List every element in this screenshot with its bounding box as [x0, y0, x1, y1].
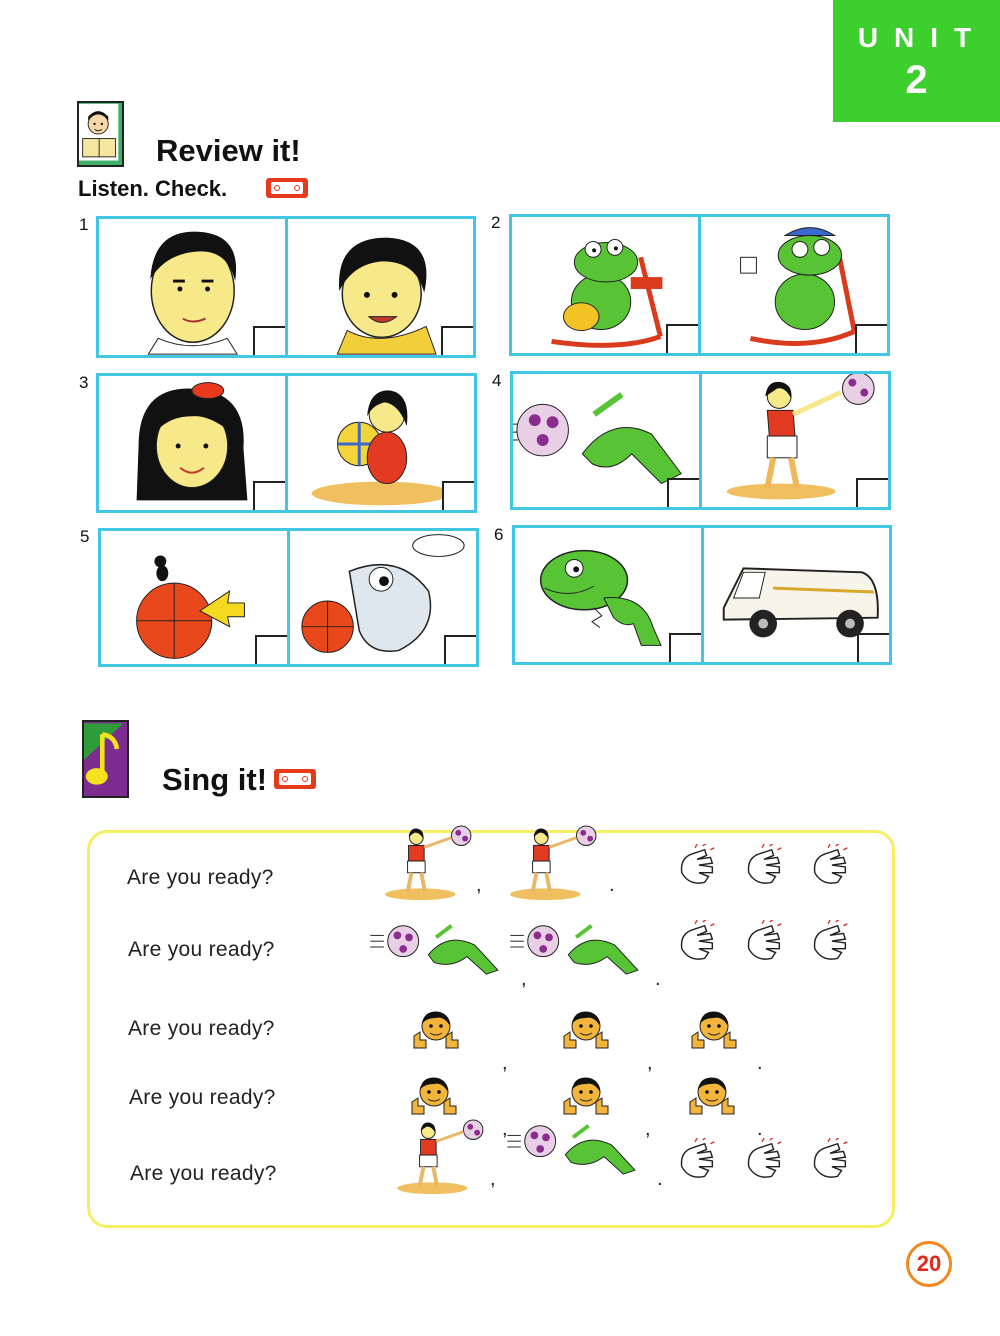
- song-punctuation: ,: [502, 1118, 508, 1140]
- frog-kicking-ball-picture: [505, 1118, 645, 1176]
- girl-throwing-ball-picture: [380, 824, 480, 902]
- girl-throwing-ball-picture: [699, 374, 888, 507]
- unit-badge: [833, 0, 1000, 122]
- song-punctuation: .: [757, 1118, 763, 1140]
- review-item-4: [510, 371, 891, 510]
- checkbox[interactable]: [666, 324, 698, 353]
- song-line: Are you ready?: [128, 1017, 275, 1040]
- thumbs-up-boy-picture: [688, 1008, 738, 1052]
- clapping-hands-icon: [742, 920, 788, 964]
- review-instructions: Listen. Check.: [78, 176, 228, 201]
- clapping-hands-icon: [675, 1138, 721, 1182]
- item-number: 4: [492, 371, 502, 390]
- thumbs-up-boy-picture: [686, 1074, 736, 1118]
- boy-reading-icon: [77, 101, 124, 167]
- boy-face-picture: [285, 219, 474, 355]
- clapping-hands-icon: [808, 920, 854, 964]
- frog-picture: [515, 528, 701, 662]
- song-punctuation: ,: [645, 1118, 651, 1140]
- checkbox[interactable]: [667, 478, 699, 507]
- thumbs-up-boy-picture: [410, 1008, 460, 1052]
- thumbs-up-boy-picture: [408, 1074, 458, 1118]
- checkbox[interactable]: [669, 633, 701, 662]
- clapping-hands-icon: [808, 844, 854, 888]
- checkbox[interactable]: [253, 326, 285, 355]
- music-note-icon: [82, 720, 129, 798]
- song-punctuation: ,: [502, 1052, 508, 1074]
- unit-label: UNIT: [857, 22, 988, 53]
- clapping-hands-icon: [742, 1138, 788, 1182]
- song-punctuation: .: [609, 874, 615, 896]
- song-line: Are you ready?: [127, 866, 274, 889]
- frog-kicking-ball-picture: [508, 918, 648, 976]
- frog-kicking-ball-picture: [513, 374, 699, 507]
- checkbox[interactable]: [856, 478, 888, 507]
- song-punctuation: ,: [490, 1168, 496, 1190]
- clapping-hands-icon: [742, 844, 788, 888]
- girl-with-beach-ball-picture: [285, 376, 474, 510]
- clapping-hands-icon: [675, 844, 721, 888]
- review-item-3: [96, 373, 477, 513]
- review-item-5: [98, 528, 479, 667]
- song-punctuation: ,: [476, 874, 482, 896]
- song-punctuation: .: [757, 1052, 763, 1074]
- girl-face-picture: [99, 376, 285, 510]
- song-line: Are you ready?: [129, 1086, 276, 1109]
- girl-throwing-ball-picture: [392, 1118, 492, 1196]
- page-number: 20: [906, 1241, 952, 1287]
- ant-on-basketball-picture: [101, 531, 287, 664]
- thumbs-up-boy-picture: [560, 1074, 610, 1118]
- item-number: 1: [79, 215, 89, 234]
- checkbox[interactable]: [442, 481, 474, 510]
- song-punctuation: .: [655, 968, 661, 990]
- song-line: Are you ready?: [128, 938, 275, 961]
- song-punctuation: .: [657, 1168, 663, 1190]
- item-number: 3: [79, 373, 89, 392]
- cassette-icon[interactable]: [266, 178, 308, 198]
- review-item-1: [96, 216, 476, 358]
- song-punctuation: ,: [647, 1052, 653, 1074]
- item-number: 2: [491, 213, 501, 232]
- man-face-picture: [99, 219, 285, 355]
- song-line: Are you ready?: [130, 1162, 277, 1185]
- item-number: 6: [494, 525, 504, 544]
- review-title: Review it!: [156, 133, 301, 168]
- cassette-icon[interactable]: [274, 769, 316, 789]
- thumbs-up-boy-picture: [560, 1008, 610, 1052]
- review-item-2: [509, 214, 890, 356]
- girl-throwing-ball-picture: [505, 824, 605, 902]
- checkbox[interactable]: [255, 635, 287, 664]
- song-punctuation: ,: [521, 968, 527, 990]
- van-picture: [701, 528, 890, 662]
- frog-drinking-in-rocking-chair-picture: [698, 217, 887, 353]
- checkbox[interactable]: [444, 635, 476, 664]
- clapping-hands-icon: [675, 920, 721, 964]
- frog-knitting-in-rocking-chair-picture: [512, 217, 698, 353]
- checkbox[interactable]: [253, 481, 285, 510]
- fish-with-basketball-picture: [287, 531, 476, 664]
- review-item-6: [512, 525, 892, 665]
- item-number: 5: [80, 527, 90, 546]
- checkbox[interactable]: [855, 324, 887, 353]
- unit-number: 2: [905, 58, 928, 102]
- checkbox[interactable]: [857, 633, 889, 662]
- frog-kicking-ball-picture: [368, 918, 508, 976]
- checkbox[interactable]: [441, 326, 473, 355]
- clapping-hands-icon: [808, 1138, 854, 1182]
- sing-title: Sing it!: [162, 762, 268, 797]
